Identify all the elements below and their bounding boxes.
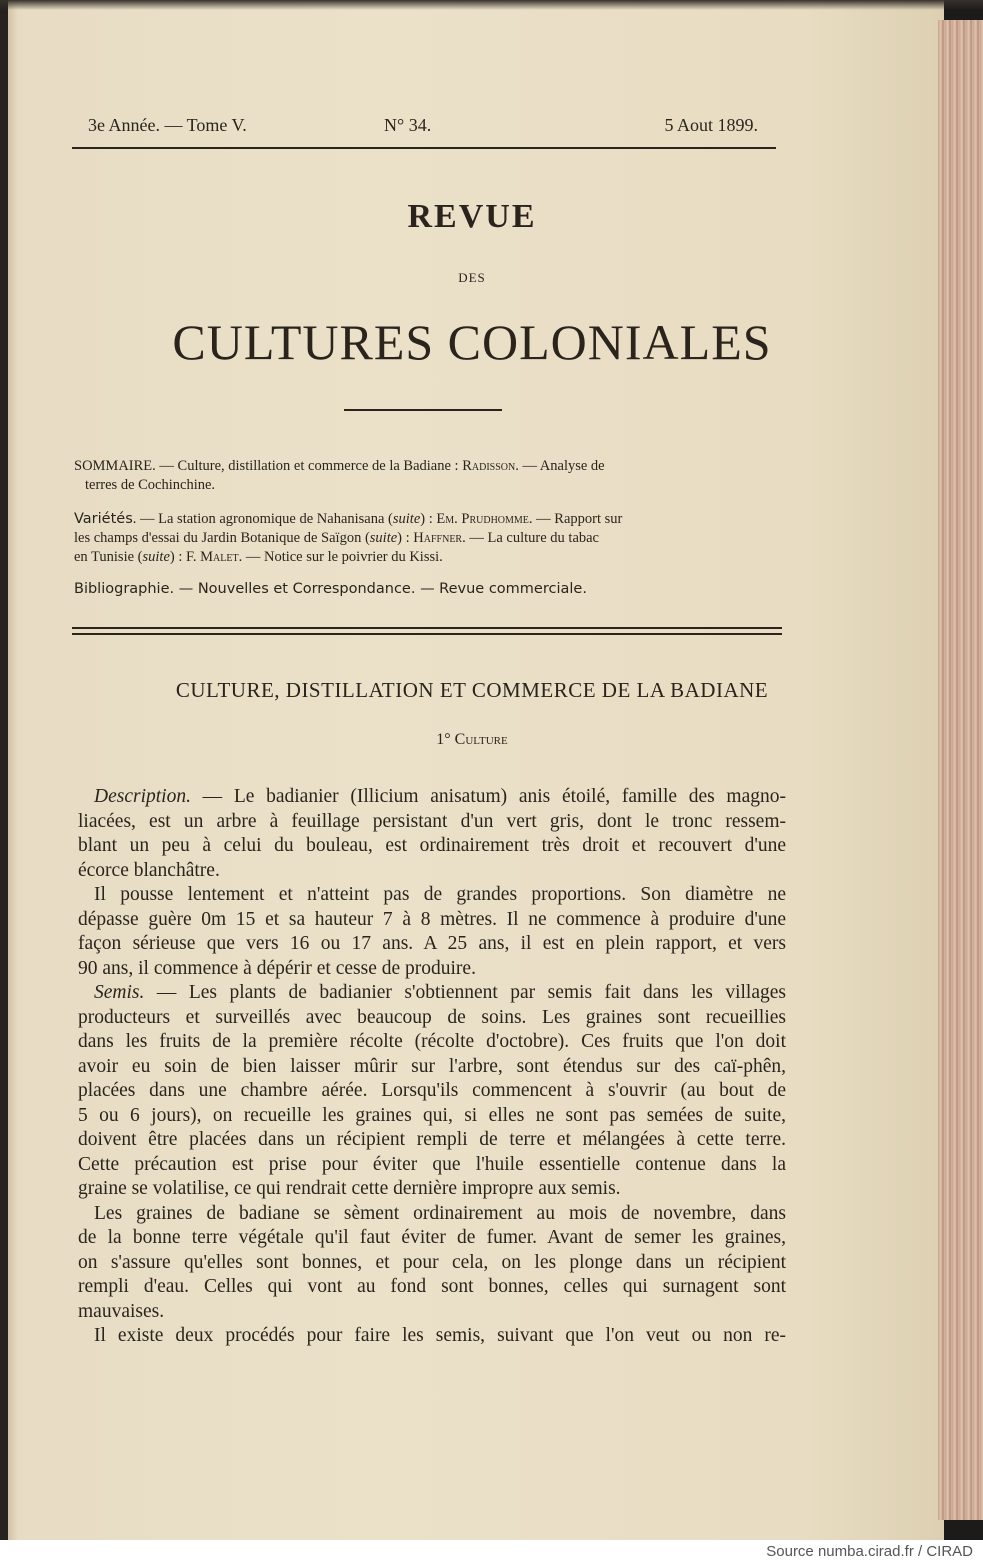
double-rule-top [72,627,782,629]
text-line: 90 ans, il commence à dépérir et cesse de produire. [78,957,476,979]
toc-line: Variétés. — La station agronomique de Nahanisana (suite) : Em. Prudhomme. — Rapport sur [74,511,623,527]
source-credit: Source numba.cirad.fr / CIRAD [766,1543,973,1560]
text-line: façon sérieuse que vers 16 ou 17 ans. A 25 ans, il est en plein rapport, et vers [78,933,786,954]
run-in-heading: Semis. [94,982,145,1003]
issue-date: 5 Aout 1899. [664,115,758,135]
toc-line: en Tunisie (suite) : F. Malet. — Notice sur le poivrier du Kissi. [74,549,443,565]
author-name: F. Malet [186,549,239,565]
author-name: Em. Prudhomme [436,511,529,527]
table-of-contents [74,457,784,495]
text-line: doivent être placées dans un récipient rempli de terre et mélangées à cette terre. [78,1129,786,1150]
header-rule [72,147,776,149]
author-name: Radisson [462,458,516,474]
text-line: Il existe deux procédés pour faire les semis, suivant que l'on veut ou non re- [94,1325,786,1346]
masthead-des: DES [458,270,486,285]
text-line: Les graines de badiane se sèment ordinairement au mois de novembre, dans [94,1202,786,1224]
text-line: Cette précaution est prise pour éviter que l'huile essentielle contenue dans la [78,1153,786,1175]
issue-number: N° 34. [384,115,432,135]
section-label: Variétés [74,511,133,527]
scan-shadow [0,0,983,10]
bibliography-line: Bibliographie. — Nouvelles et Correspondance. — Revue commerciale. [74,581,587,597]
page-edges [938,20,983,1520]
text-line: mauvaises. [78,1300,165,1322]
text-line: graine se volatilise, ce qui rendrait cette dernière impropre aux semis. [78,1178,621,1199]
text-line: blant un peu à celui du bouleau, est ordinairement très droit et recouvert d'une [78,835,786,856]
toc-line: les champs d'essai du Jardin Botanique de Saïgon (suite) : Haffner. — La culture du tabac [74,530,599,546]
section-heading: 1° Culture [436,731,508,748]
toc-line: terres de Cochinchine. [85,477,216,493]
author-name: Haffner [413,530,463,546]
text-line: liacées, est un arbre à feuillage persistant d'un vert gris, dont le tronc ressem- [78,810,786,832]
text-line: rempli d'eau. Celles qui vont au fond sont bonnes, celles qui surnagent sont [78,1276,786,1297]
masthead-rule [344,409,502,411]
text-line: Semis. — Les plants de badianier s'obtiennent par semis fait dans les villages [94,982,786,1003]
text-line: avoir eu soin de bien laisser mûrir sur l'arbre, sont étendus sur des caï-phên, [78,1055,786,1077]
text-line: 5 ou 6 jours), on recueille les graines qui, si elles ne sont pas semées de suite, [78,1104,786,1126]
run-in-heading: Description. [94,786,191,807]
toc-line: SOMMAIRE. — Culture, distillation et commerce de la Badiane : Radisson. — Analyse de [74,458,605,474]
text-line: dépasse guère 0m 15 et sa hauteur 7 à 8 mètres. Il ne commence à produire d'une [78,908,786,930]
text-line: Il pousse lentement et n'atteint pas de grandes proportions. Son diamètre ne [94,884,786,905]
masthead-revue: REVUE [407,198,537,235]
text-line: producteurs et surveillés avec beaucoup de soins. Les graines sont recueillies [78,1006,786,1028]
text-line: on s'assure qu'elles sont bonnes, et pour cela, on les plonge dans un récipient [78,1251,786,1273]
double-rule-bottom [72,633,782,635]
text-line: Description. — Le badianier (Illicium anisatum) anis étoilé, famille des magno- [94,786,786,807]
article-body [78,785,786,1349]
text-line: de la bonne terre végétale qu'il faut éviter de fumer. Avant de semer les graines, [78,1227,786,1248]
masthead-title: CULTURES COLONIALES [172,314,772,370]
varietes-contents [74,510,784,567]
running-header [88,115,758,139]
text-line: écorce blanchâtre. [78,859,220,881]
text-line: placées dans une chambre aérée. Lorsqu'ils commencent à s'ouvrir (au bout de [78,1080,786,1101]
volume-info: 3e Année. — Tome V. [88,115,247,135]
text-line: dans les fruits de la première récolte (récolte d'octobre). Ces fruits que l'on doit [78,1031,786,1052]
article-title: CULTURE, DISTILLATION ET COMMERCE DE LA BADIANE [175,678,769,702]
